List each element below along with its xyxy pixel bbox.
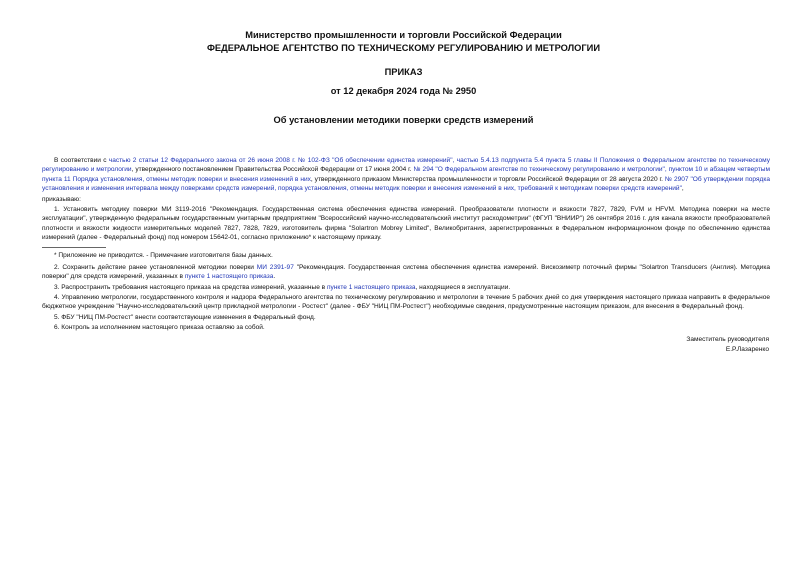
preamble-paragraph (42, 156, 770, 194)
ministry-name: Министерство промышленности и торговли Российской Федерации (245, 30, 562, 40)
p3-text-1: 3. Распространить требования настоящего приказа на средства измерений, указанные в (54, 284, 327, 291)
order-word: приказываю: (42, 196, 81, 203)
p3-clause-1-link[interactable]: пункте 1 настоящего приказа (326, 284, 416, 291)
p2-text-3: . (273, 273, 276, 281)
p2-clause-1-link[interactable]: пункте 1 настоящего приказа (184, 273, 274, 281)
preamble-text-4: , (681, 185, 684, 193)
mi-2391-97-link[interactable]: МИ 2391-97 (256, 264, 294, 271)
resolution-294-link[interactable]: № 294 "О Федеральном агентстве по техническому регулированию и метрологии", пунктом 10 и абзацем четвертым пункта 11 Порядка установления, отмены методик поверки и внесения изменений в них (42, 166, 770, 183)
preamble-text-3: , утвержденного приказом Министерства промышленности и торговли Российской Федерации от 28 августа 2020 г. (310, 175, 665, 183)
paragraph-2 (42, 263, 770, 282)
signatory-name: Е.Р.Лазаренко (725, 346, 769, 353)
p2-text-1: 2. Сохранить действие ранее установленной методики поверки (54, 264, 257, 271)
preamble-text-2: , утвержденного постановлением Правительства Российской Федерации от 17 июня 2004 г. (131, 166, 414, 174)
p3-text-2: , находящиеся в эксплуатации. (415, 284, 511, 291)
paragraph-1: 1. Установить методику поверки МИ 3119-2016 "Рекомендация. Государственная система обеспечения единства измерений. Преобразователи плотности и вязкости 7827, 7829, FVM и HFVM. Методика поверки на месте эксплуатации", утвержденную федеральным государственным унитарным предприятием "Всероссийский научно-исследовательский институт расходометрии" (ФГУП "ВНИИР") 26 сентября 2016 г. для канала вязкости преобразователей плотности и вязкости жидкости измерительных моделей 7827, 7828, 7829, изготовитель фирма "Solartron Mobrey Limited", Великобритания, зарегистрированных в Федеральном информационном фонде по обеспечению единства измерений (далее - Федеральный фонд) под номером 15642-01, согласно приложению* к настоящему приказу. (42, 206, 770, 242)
order-2907-link[interactable]: № 2907 "Об утверждении порядка установления и изменения интервала между поверками средств измерений, порядка установления, отмены методик поверки и внесения изменений в них, требований к методикам поверки средств измерений" (42, 175, 771, 193)
footnote: * Приложение не приводится. - Примечание изготовителя базы данных. (54, 252, 273, 259)
p2-text-2: "Рекомендация. Государственная система обеспечения единства измерений. Вискозиметр поточный фирмы "Solartron Transducers (Англия). Методика поверки" для средств измерений, указанных в (42, 264, 770, 281)
document-type: ПРИКАЗ (384, 67, 423, 77)
order-title: Об установлении методики поверки средств измерений (273, 115, 534, 125)
footnote-divider (42, 247, 106, 248)
preamble-text-1: В соответствии с (54, 157, 109, 164)
paragraph-5: 5. ФБУ "НИЦ ПМ-Ростест" внести соответствующие изменения в Федеральный фонд. (54, 314, 316, 321)
paragraph-4: 4. Управлению метрологии, государственного контроля и надзора Федерального агентства по техническому регулированию и метрологии в течение 5 рабочих дней со дня утверждения настоящего приказа направить в федеральное бюджетное учреждение "Научно-исследовательский центр прикладной метрологии - Ростест" (далее - ФБУ "НИЦ ПМ-Ростест") необходимые сведения, предусмотренные настоящим приказом, для внесения в Федеральный фонд. (42, 294, 770, 311)
paragraph-6: 6. Контроль за исполнением настоящего приказа оставляю за собой. (54, 324, 265, 331)
law-reference-link[interactable]: частью 2 статьи 12 Федерального закона от 26 июня 2008 г. № 102-ФЗ "Об обеспечении единства измерений", частью 5.4.13 подпункта 5.4 пункта 5 главы II Положения о Федеральном агентстве по техническому регулированию и метрологии (42, 157, 770, 174)
agency-name: ФЕДЕРАЛЬНОЕ АГЕНТСТВО ПО ТЕХНИЧЕСКОМУ РЕГУЛИРОВАНИЮ И МЕТРОЛОГИИ (206, 43, 601, 53)
signatory-position: Заместитель руководителя (686, 336, 769, 343)
paragraph-3 (42, 283, 770, 292)
order-date-number: от 12 декабря 2024 года № 2950 (330, 86, 477, 96)
